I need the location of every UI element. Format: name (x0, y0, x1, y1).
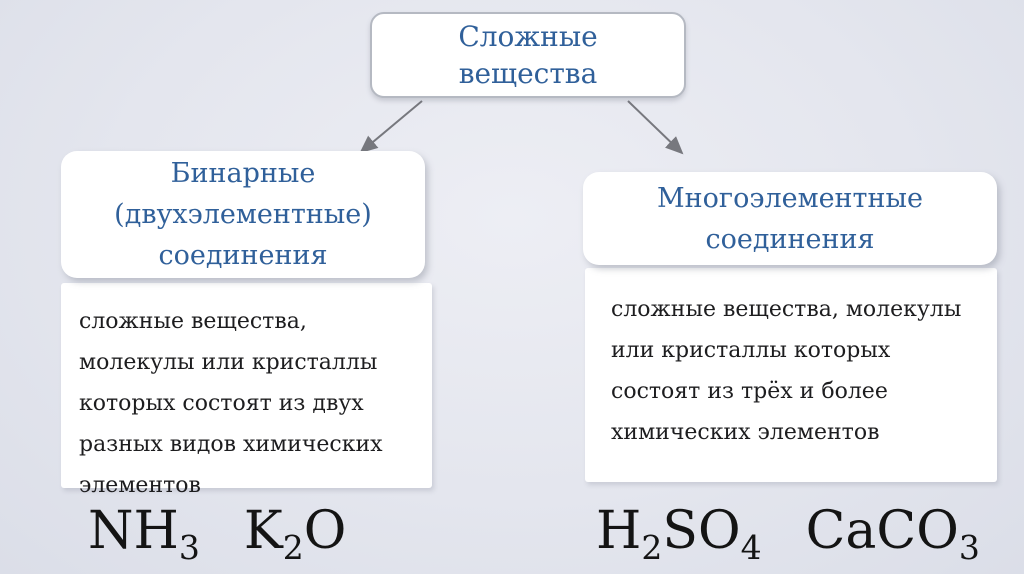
multielement-node-title-line1: Многоэлементные (657, 182, 923, 214)
multielement-node-title-line2: соединения (705, 223, 875, 255)
root-node-title-line2: вещества (458, 57, 598, 90)
description-line: или кристаллы которых (611, 338, 891, 363)
arrow-to-binary (361, 101, 422, 152)
root-node-title-line1: Сложные (458, 20, 598, 53)
binary-compounds-node (61, 151, 425, 278)
binary-node-title-line1: Бинарные (170, 158, 316, 189)
description-line: молекулы или кристаллы (79, 350, 378, 375)
formula-base: CaCO (805, 501, 959, 561)
formula-nh3 (88, 501, 200, 567)
binary-node-title-line2: (двухэлементные) (114, 199, 372, 230)
formula-subscript: 3 (958, 528, 980, 567)
binary-example-formulas (88, 501, 347, 567)
multielement-example-formulas (596, 501, 980, 567)
description-line: разных видов химических (79, 432, 383, 457)
description-line: химических элементов (611, 420, 880, 445)
arrow-to-multielement (628, 101, 682, 153)
description-line: элементов (79, 473, 201, 498)
formula-subscript: 4 (740, 528, 762, 567)
formula-base: H (596, 501, 642, 561)
formula-h2so4 (596, 501, 762, 567)
formula-base: NH (88, 501, 179, 561)
formula-base: SO (662, 501, 741, 561)
description-line: состоят из трёх и более (611, 379, 888, 404)
formula-k2o (243, 501, 347, 567)
multielement-compounds-node (583, 172, 997, 265)
multielement-compounds-description (585, 268, 997, 482)
root-node-complex-substances (370, 12, 686, 98)
formula-base: K (243, 501, 283, 561)
description-line: сложные вещества, молекулы (611, 297, 962, 322)
formula-caco3 (805, 501, 980, 567)
binary-compounds-description (61, 283, 432, 498)
formula-subscript: 2 (282, 528, 304, 567)
formula-subscript: 3 (178, 528, 200, 567)
formula-subscript: 2 (641, 528, 663, 567)
description-line: сложные вещества, (79, 309, 307, 334)
formula-base: O (303, 501, 347, 561)
binary-node-title-line3: соединения (158, 240, 328, 271)
description-line: которых состоят из двух (79, 391, 364, 416)
